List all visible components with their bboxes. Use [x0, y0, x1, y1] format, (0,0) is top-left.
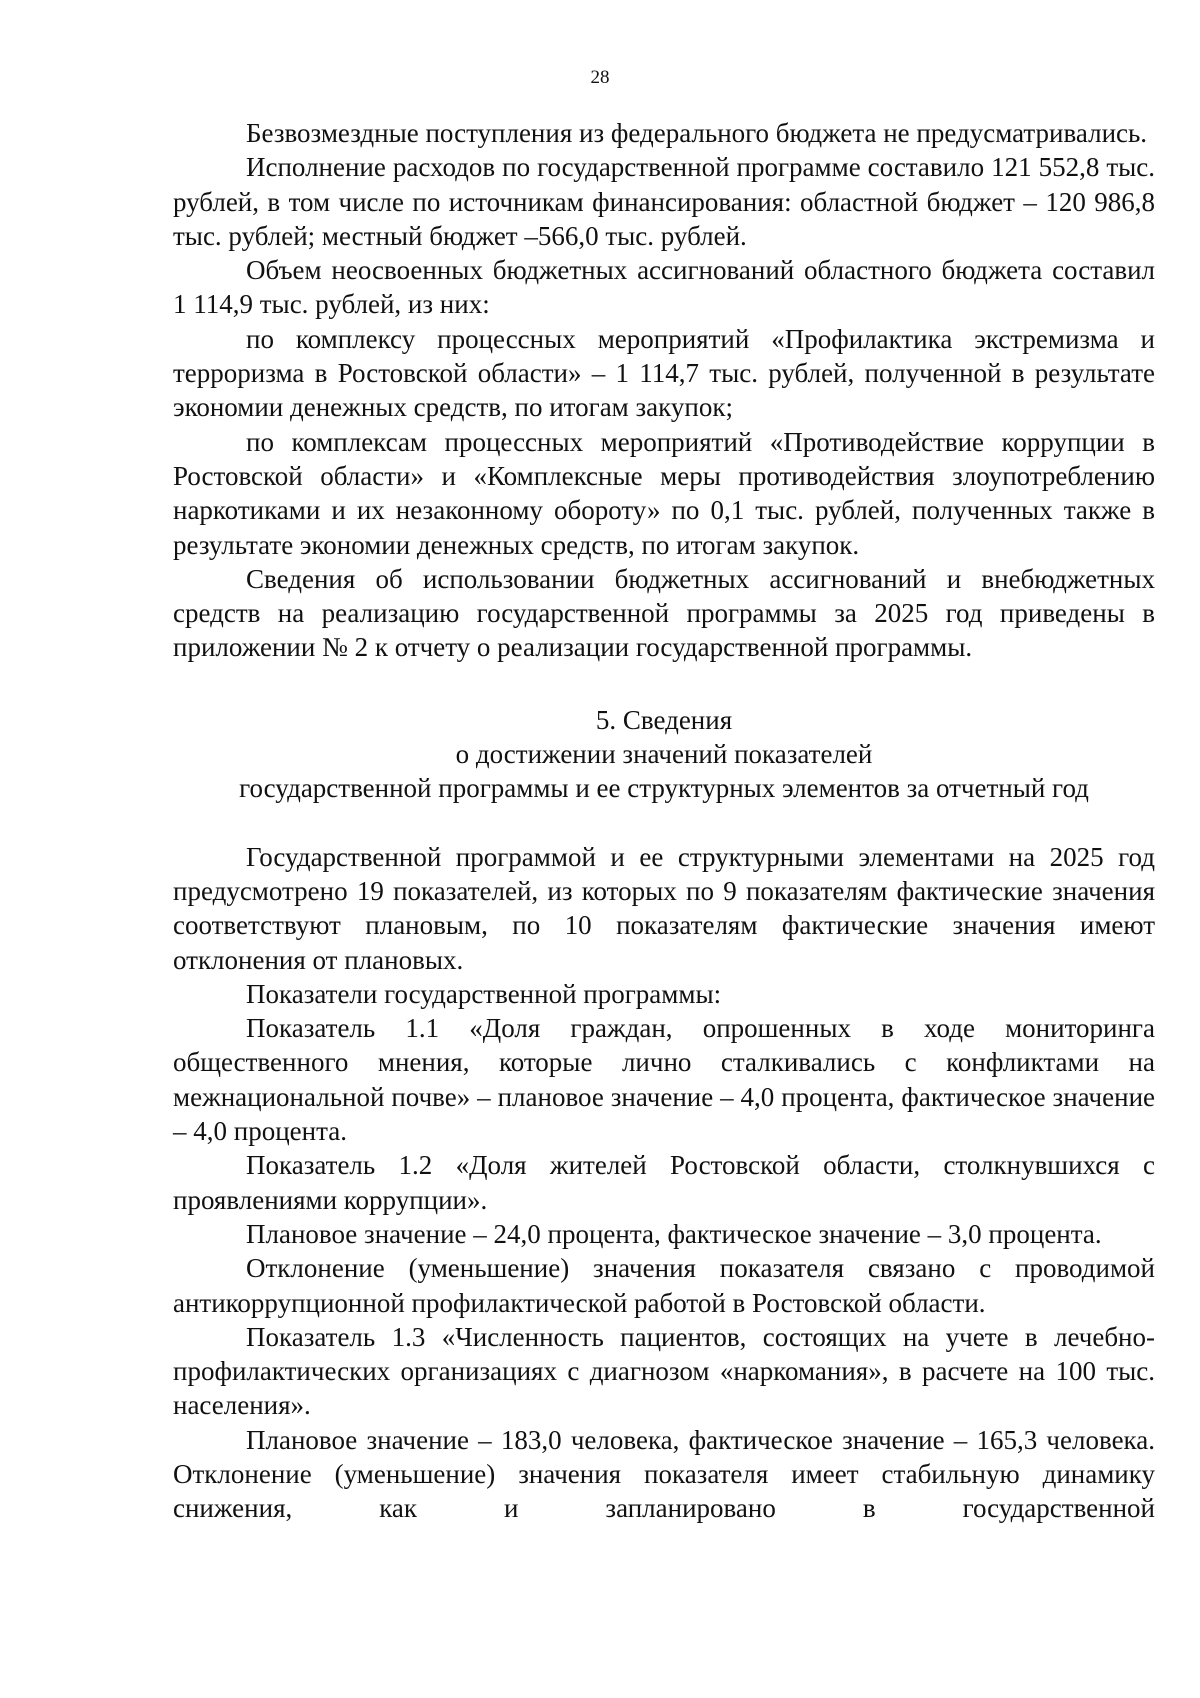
paragraph-indicator-count: Государственной программой и ее структурными элементами на 2025 год предусмотрено 19 показателей, из которых по 9 показателям фактические значения соответствуют плановым, по 10 показателям фактические значения имеют отклонения от плановых.: [173, 841, 1155, 975]
section-heading-line-1: 5. Сведения: [595, 704, 733, 735]
paragraph-extremism-complex: по комплексу процессных мероприятий «Профилактика экстремизма и терроризма в Ростовской области» – 1 114,7 тыс. рублей, полученной в результате экономии денежных средств, по итогам закупок;: [173, 323, 1155, 423]
paragraph-indicator-1-2-deviation: Отклонение (уменьшение) значения показателя связано с проводимой антикоррупционной профилактической работой в Ростовской области.: [173, 1253, 1155, 1318]
paragraph-indicator-1-2: Показатель 1.2 «Доля жителей Ростовской области, столкнувшихся с проявлениями коррупции».: [173, 1150, 1155, 1215]
section-heading: [173, 703, 1155, 806]
paragraph-indicator-1-3: Показатель 1.3 «Численность пациентов, состоящих на учете в лечебно-профилактических организациях с диагнозом «наркомания», в расчете на 100 тыс. населения».: [173, 1321, 1155, 1421]
document-body: [173, 116, 1155, 1526]
paragraph-unspent-allocations: Объем неосвоенных бюджетных ассигнований областного бюджета составил 1 114,9 тыс. рублей, из них:: [173, 255, 1155, 320]
paragraph-indicator-1-1: Показатель 1.1 «Доля граждан, опрошенных в ходе мониторинга общественного мнения, которые лично сталкивались с конфликтами на межнациональной почве» – плановое значение – 4,0 процента, фактическое значение – 4,0 процента.: [173, 1013, 1155, 1147]
paragraph-appendix-reference: Сведения об использовании бюджетных ассигнований и внебюджетных средств на реализацию государственной программы за 2025 год приведены в приложении № 2 к отчету о реализации государственной программы.: [173, 563, 1155, 663]
paragraph-program-indicators: Показатели государственной программы:: [246, 978, 722, 1009]
page-number: 28: [590, 67, 610, 88]
paragraph-indicator-1-3-values: Плановое значение – 183,0 человека, фактическое значение – 165,3 человека. Отклонение (уменьшение) значения показателя имеет стабильную динамику снижения, как и запланировано в государственной: [173, 1424, 1155, 1524]
section-heading-line-3: государственной программы и ее структурных элементов за отчетный год: [239, 773, 1089, 804]
paragraph-federal-budget: Безвозмездные поступления из федерального бюджета не предусматривались.: [246, 118, 1148, 148]
paragraph-indicator-1-2-values: Плановое значение – 24,0 процента, фактическое значение – 3,0 процента.: [246, 1218, 1102, 1249]
paragraph-corruption-drugs-complex: по комплексам процессных мероприятий «Противодействие коррупции в Ростовской области» и «Комплексные меры противодействия злоупотреблению наркотиками и их незаконному обороту» по 0,1 тыс. рублей, полученных также в результате экономии денежных средств, по итогам закупок.: [173, 426, 1155, 560]
section-heading-line-2: о достижении значений показателей: [455, 739, 873, 770]
paragraph-expenditure-execution: Исполнение расходов по государственной программе составило 121 552,8 тыс. рублей, в том числе по источникам финансирования: областной бюджет – 120 986,8 тыс. рублей; местный бюджет –566,0 тыс. рублей.: [173, 152, 1155, 251]
